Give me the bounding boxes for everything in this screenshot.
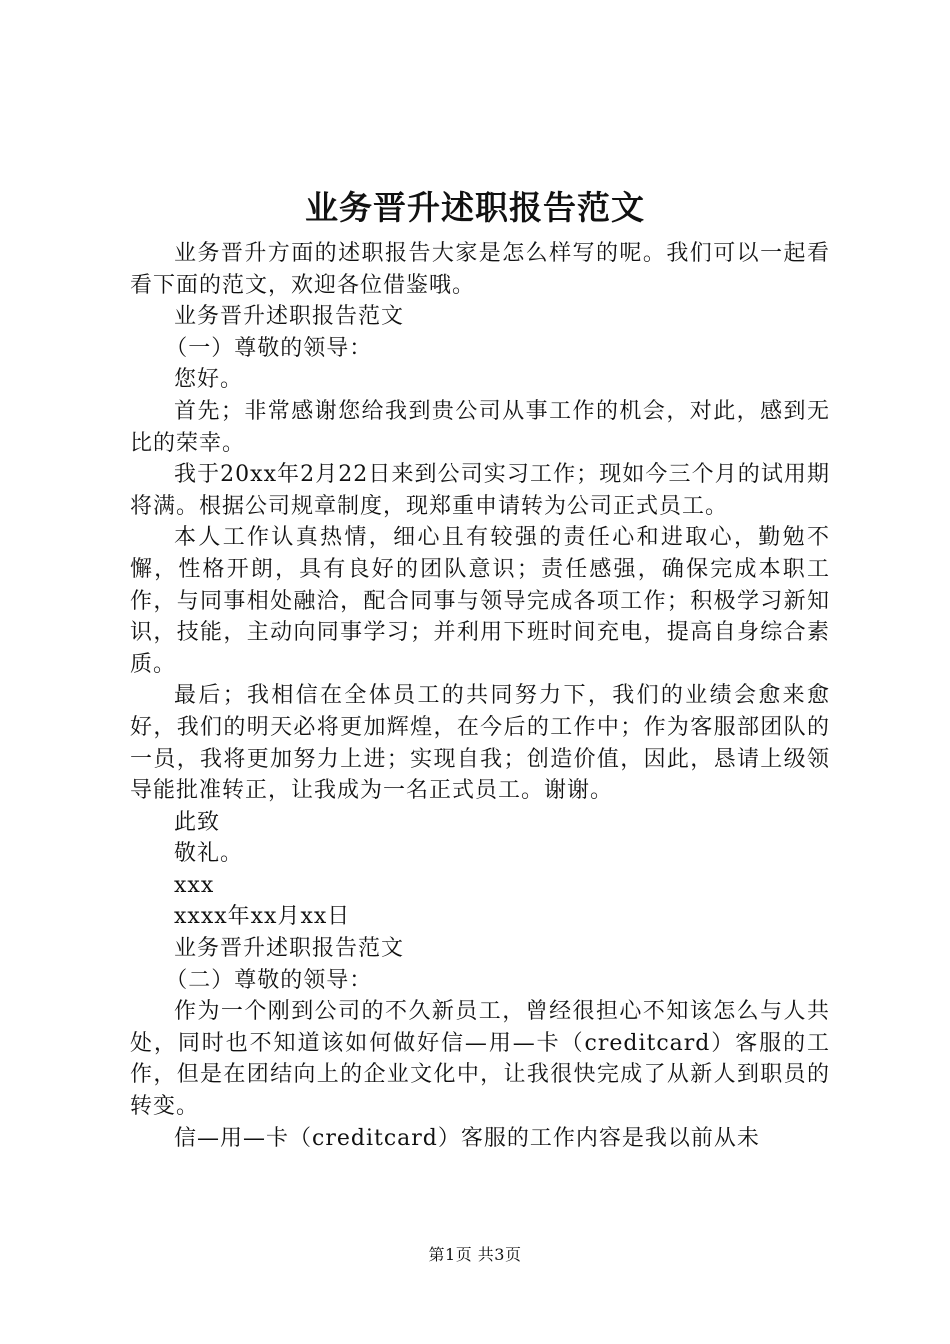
- section-heading-2: 业务晋升述职报告范文: [174, 936, 405, 962]
- salutation-2: （二）尊敬的领导：: [165, 967, 373, 993]
- page-footer: 第1页 共3页: [428, 1245, 522, 1264]
- document-title: 业务晋升述职报告范文: [305, 188, 645, 227]
- document-body: [130, 238, 830, 1154]
- paragraph-closing: 最后；我相信在全体员工的共同努力下，我们的业绩会愈来愈好，我们的明天必将更加辉煌，在今后的工作中；作为客服部团队的一员，我将更加努力上进；实现自我；创造价值，因此，恳请上级领导能批准转正，让我成为一名正式员工。谢谢。: [130, 683, 830, 804]
- closing-salute: 敬礼。: [174, 841, 244, 867]
- intro-paragraph: 业务晋升方面的述职报告大家是怎么样写的呢。我们可以一起看看下面的范文，欢迎各位借鉴哦。: [130, 241, 830, 298]
- paragraph-probation: 我于20xx年2月22日来到公司实习工作；现如今三个月的试用期将满。根据公司规章制度，现郑重申请转为公司正式员工。: [130, 462, 830, 519]
- paragraph-self-assessment: 本人工作认真热情，细心且有较强的责任心和进取心，勤勉不懈，性格开朗，具有良好的团队意识；责任感强，确保完成本职工作，与同事相处融洽，配合同事与领导完成各项工作；积极学习新知识，技能，主动向同事学习；并利用下班时间充电，提高自身综合素质。: [130, 525, 830, 677]
- signature-date: xxxx年xx月xx日: [174, 904, 351, 930]
- signature-name: xxx: [174, 872, 215, 898]
- closing-phrase: 此致: [174, 809, 221, 835]
- paragraph-thanks: 首先；非常感谢您给我到贵公司从事工作的机会，对此，感到无比的荣幸。: [130, 398, 830, 456]
- salutation-1: （一）尊敬的领导：: [165, 335, 373, 361]
- greeting: 您好。: [174, 367, 244, 393]
- section-heading-1: 业务晋升述职报告范文: [174, 304, 405, 330]
- paragraph-new-employee: 作为一个刚到公司的不久新员工，曾经很担心不知该怎么与人共处，同时也不知道该如何做好信—用—卡（creditcard）客服的工作，但是在团结向上的企业文化中，让我很快完成了从新人到职员的转变。: [130, 999, 830, 1120]
- paragraph-work-content: 信—用—卡（creditcard）客服的工作内容是我以前从未: [174, 1125, 760, 1151]
